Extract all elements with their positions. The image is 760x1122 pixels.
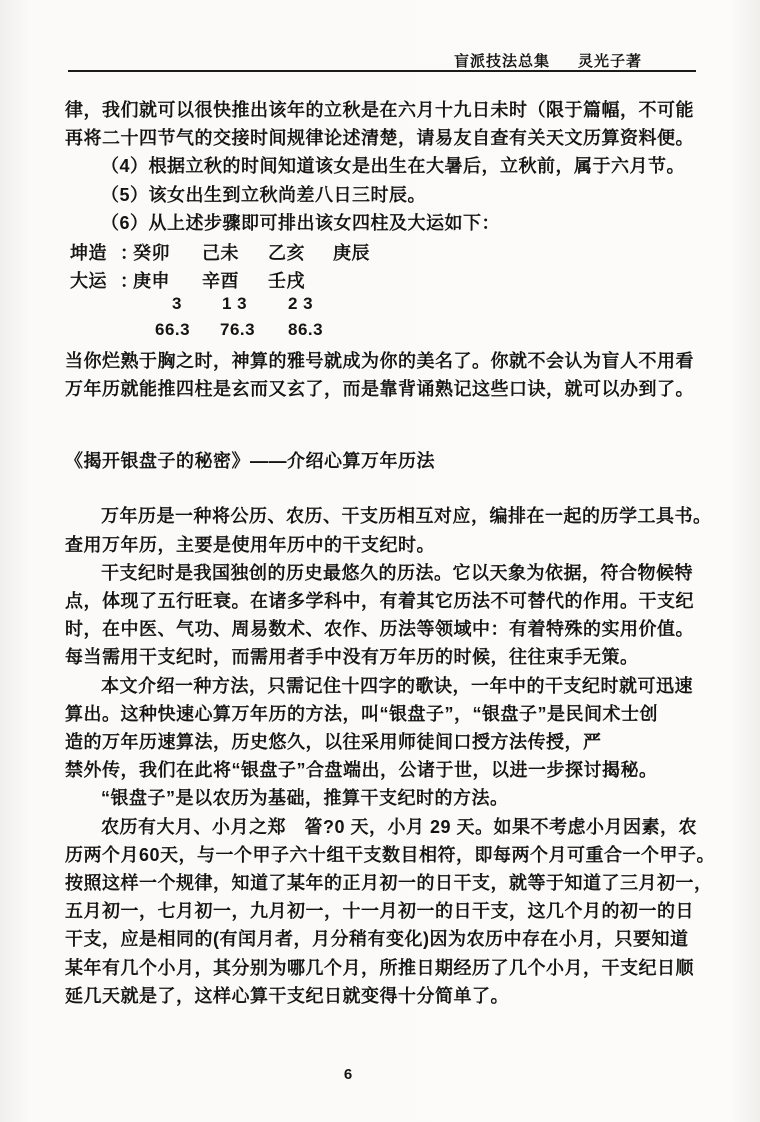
text-line: 再将二十四节气的交接时间规律论述清楚，请易友自查有关天文历算资料便。	[65, 128, 694, 149]
header-rule	[68, 70, 696, 72]
four-pillars-chart	[65, 239, 705, 347]
text-line: 造的万年历速算法，历史悠久，以往采用师徒间口授方法传授，严	[65, 732, 602, 753]
text-line: 干支，应是相同的(有闰月者，月分稍有变化)因为农历中存在小月，只要知道	[65, 929, 689, 950]
text-line: “银盘子”是以农历为基础，推算干支纪时的方法。	[101, 788, 509, 809]
start-year: 76.3	[220, 320, 256, 340]
text-line: 查用万年历，主要是使用年历中的干支纪时。	[65, 534, 435, 555]
pillar-day: 乙亥	[268, 243, 305, 264]
text-line: 延几天就是了，这样心算干支纪日就变得十分简单了。	[65, 985, 509, 1006]
numbered-item: （4）根据立秋的时间知道该女是出生在大暑后，立秋前，属于六月节。	[101, 156, 686, 177]
text-line: 算出。这种快速心算万年历的方法，叫“银盘子”，“银盘子”是民间术士创	[65, 703, 658, 724]
kun-zao-label: 坤造	[70, 243, 107, 264]
text-line: 万年历是一种将公历、农历、干支历相互对应，编排在一起的历学工具书。	[101, 506, 712, 527]
dayun-label: 大运	[70, 271, 107, 292]
start-year: 86.3	[288, 320, 324, 340]
text-line: 当你烂熟于胸之时，神算的雅号就成为你的美名了。你就不会认为盲人不用看	[65, 351, 694, 372]
start-age: 3	[172, 294, 182, 314]
book-title: 盲派技法总集	[453, 53, 550, 70]
dayun-value: 辛酉	[202, 271, 239, 292]
section-heading: 《揭开银盘子的秘密》——介绍心算万年历法	[65, 451, 435, 472]
page-body	[65, 96, 716, 1010]
text-line: 禁外传，我们在此将“银盘子”合盘端出，公诸于世，以进一步探讨揭秘。	[65, 760, 658, 781]
author-name: 灵光子著	[577, 53, 642, 70]
text-line: 干支纪时是我国独创的历史最悠久的历法。它以天象为依据，符合物候特	[101, 562, 693, 583]
start-age: 1 3	[222, 294, 248, 314]
dayun-value: 壬戌	[268, 271, 305, 292]
kun-zao-colon: ：	[120, 243, 139, 264]
pillar-year: 癸卯	[133, 243, 170, 264]
start-age: 2 3	[288, 294, 314, 314]
text-line: 某年有几个小月，其分别为哪几个月，所推日期经历了几个小月，干支纪日顺	[65, 957, 694, 978]
text-line: 五月初一，七月初一，九月初一，十一月初一的日干支，这几个月的初一的日	[65, 901, 694, 922]
text-line: 历两个月60天，与一个甲子六十组干支数目相符，即每两个月可重合一个甲子。	[65, 844, 716, 865]
text-line: 农历有大月、小月之郑 箵?0 天，小月 29 天。如果不考虑小月因素，农	[101, 816, 698, 837]
text-line: 每当需用干支纪时，而需用者手中没有万年历的时候，往往束手无策。	[65, 647, 639, 668]
numbered-item: （5）该女出生到立秋尚差八日三时辰。	[101, 184, 427, 205]
dayun-value: 庚申	[133, 271, 170, 292]
text-line: 律，我们就可以很快推出该年的立秋是在六月十九日未时（限于篇幅，不可能	[65, 100, 694, 120]
page-number: 6	[343, 1066, 353, 1083]
start-year: 66.3	[155, 320, 191, 340]
numbered-item: （6）从上述步骤即可排出该女四柱及大运如下：	[101, 212, 501, 233]
text-line: 万年历就能推四柱是玄而又玄了，而是靠背诵熟记这些口诀，就可以办到了。	[65, 379, 694, 400]
running-head	[0, 50, 642, 71]
text-line: 本文介绍一种方法，只需记住十四字的歌诀，一年中的干支纪时就可迅速	[101, 675, 693, 696]
pillar-hour: 庚辰	[333, 243, 370, 264]
pillar-month: 己未	[202, 243, 239, 264]
text-line: 按照这样一个规律，知道了某年的正月初一的日干支，就等于知道了三月初一，	[65, 873, 713, 894]
dayun-colon: ：	[120, 271, 139, 292]
text-line: 时，在中医、气功、周易数术、农作、历法等领域中：有着特殊的实用价值。	[65, 619, 694, 640]
text-line: 点，体现了五行旺衰。在诸多学科中，有着其它历法不可替代的作用。干支纪	[65, 591, 694, 612]
